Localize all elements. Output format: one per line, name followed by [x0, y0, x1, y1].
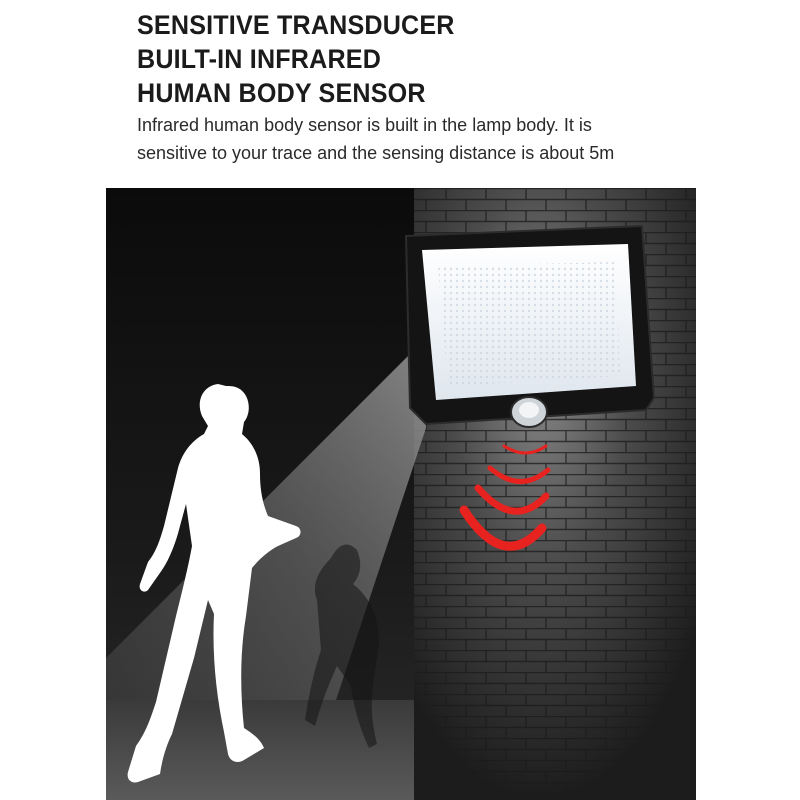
headline-line-1: SENSITIVE TRANSDUCER — [137, 10, 455, 40]
headline-line-3: HUMAN BODY SENSOR — [137, 78, 426, 108]
description — [137, 111, 697, 167]
description-line-1: Infrared human body sensor is built in the lamp body. It is — [137, 115, 592, 135]
description-line-2: sensitive to your trace and the sensing distance is about 5m — [137, 143, 615, 163]
pir-sensor-icon — [511, 397, 547, 427]
headline-line-2: BUILT-IN INFRARED — [137, 44, 382, 74]
solar-wall-lamp — [406, 226, 654, 427]
product-illustration — [106, 188, 696, 800]
headline — [137, 8, 455, 110]
scene-svg — [106, 188, 696, 800]
